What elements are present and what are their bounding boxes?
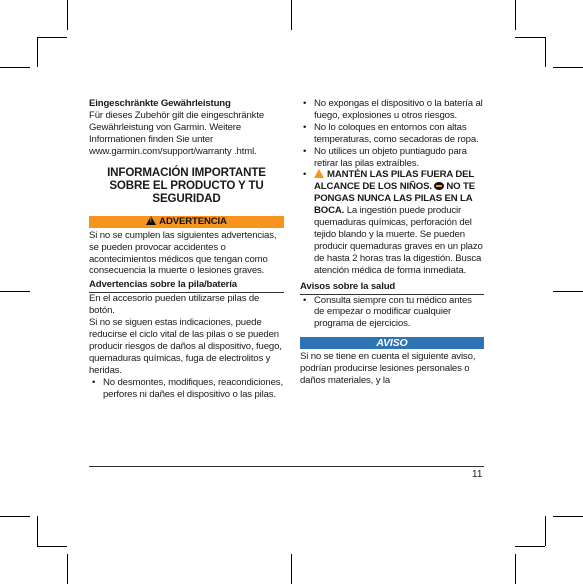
crop-mark [553,67,583,68]
crop-mark [515,0,516,30]
notice-text: Si no se tiene en cuenta el siguiente aviso, podrían producirse lesiones personales o daños materiales, y la [300,351,476,387]
list-item: • No lo coloques en entornos con altas temperaturas, como secadoras de ropa. [300,122,484,146]
no-swallow-icon [434,182,444,190]
crop-mark [545,37,546,67]
crop-mark [37,516,38,546]
crop-mark [67,554,68,584]
list-item [300,169,484,276]
right-column [300,98,484,387]
crop-mark [0,67,30,68]
crop-mark [515,37,545,38]
notice-banner: AVISO [300,337,484,349]
safety-title: INFORMACIÓN IMPORTANTE SOBRE EL PRODUCTO Y TU SEGURIDAD [107,165,266,206]
crop-mark [545,516,546,546]
battery-list [89,377,284,401]
list-item: • No desmontes, modifiques, reacondiciones, perfores ni dañes el dispositivo o las pilas. [89,377,284,401]
footer-rule [89,466,484,467]
warranty-text: Für dieses Zubehör gilt die eingeschränkte Gewährleistung von Garmin. Weitere Informationen finden Sie unter www.garmin.com/support/warranty .html. [89,109,265,157]
crop-mark [291,554,292,584]
battery-text-1: En el accesorio pueden utilizarse pilas de botón. [89,293,260,317]
crop-mark [0,291,30,292]
crop-mark [67,0,68,30]
list-item: • No utilices un objeto puntiagudo para retirar las pilas extraíbles. [300,146,484,170]
page-number: 11 [472,469,483,480]
warning-label: ADVERTENCIA [159,215,227,227]
warning-banner [89,216,284,228]
health-heading: Avisos sobre la salud [300,281,484,295]
left-column [89,98,284,400]
crop-mark [553,291,583,292]
health-list [300,295,484,331]
crop-mark [291,0,292,30]
list-item: • Consulta siempre con tu médico antes de empezar o modificar cualquier programa de ejercicios. [300,295,484,331]
warning-icon [314,169,324,178]
crop-mark [515,546,545,547]
battery-text-2: Si no se siguen estas indicaciones, puede reducirse el ciclo vital de las pilas o se pueden producir riesgos de daños al dispositivo, fuego, quemaduras químicas, fuga de electrolitos y heridas. [89,317,282,376]
crop-mark [37,37,67,38]
children-warning: MANTÉN LAS PILAS FUERA DEL ALCANCE DE LOS NIÑOS. [314,169,474,193]
battery-list-continued [300,98,484,277]
warranty-heading: Eingeschränkte Gewährleistung [89,98,231,109]
crop-mark [37,37,38,67]
warning-text: Si no se cumplen las siguientes advertencias, se pueden provocar accidentes o acontecimientos médicos que tengan como consecuencia la muerte o lesiones graves. [89,229,277,277]
crop-mark [515,554,516,584]
crop-mark [0,516,30,517]
crop-mark [553,516,583,517]
ingestion-text: La ingestión puede producir quemaduras químicas, perforación del tejido blando y la muerte. Se pueden producir quemaduras graves en un plazo de hasta 2 horas tras la digestión. Busca atención médica de forma inmediata. [314,205,483,276]
list-item: • No expongas el dispositivo o la batería al fuego, explosiones u otros riesgos. [300,98,484,122]
battery-heading: Advertencias sobre la pila/batería [89,279,284,293]
crop-mark [37,546,67,547]
mouth-warning: NO TE PONGAS NUNCA LAS PILAS EN LA BOCA. [314,181,475,217]
warning-icon [146,216,156,225]
